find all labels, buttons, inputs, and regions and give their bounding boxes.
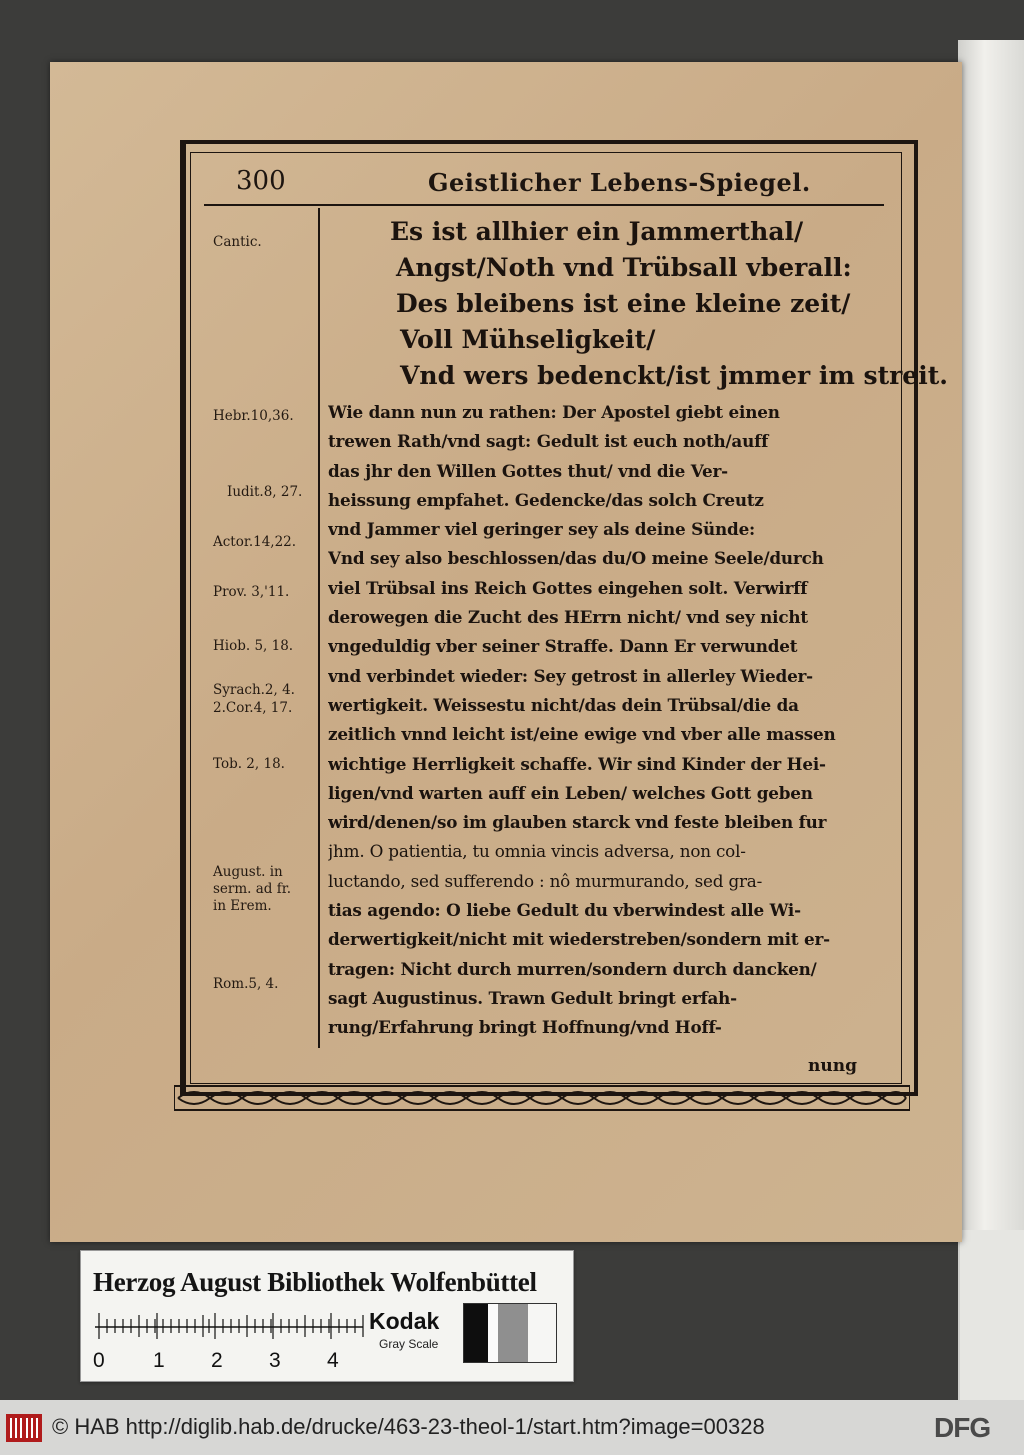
running-title: Geistlicher Lebens-Spiegel. — [428, 168, 811, 197]
library-name: Herzog August Bibliothek Wolfenbüttel — [93, 1267, 537, 1297]
kodak-logo: Kodak — [369, 1308, 440, 1334]
gray-scale-patches — [463, 1303, 557, 1363]
running-header — [204, 164, 884, 206]
dfg-logo: DFG — [934, 1412, 991, 1443]
body-text — [328, 398, 884, 1043]
verse-line: Es ist allhier ein Jammerthal/ — [390, 217, 804, 246]
margin-note: Syrach.2, 4. — [213, 682, 295, 698]
margin-note: Actor.14,22. — [213, 534, 297, 550]
text-line: derwertigkeit/nicht mit wiederstreben/sondern mit er- — [328, 929, 830, 950]
margin-note: Prov. 3,'11. — [213, 584, 290, 600]
text-line: wertigkeit. Weissestu nicht/das dein Trübsal/die da — [328, 694, 799, 715]
gray-patch — [464, 1304, 488, 1362]
next-page-edge — [958, 40, 1024, 1400]
footer-bar — [0, 1400, 1024, 1455]
margin-note: August. in — [213, 864, 283, 880]
text-line: Vnd sey also beschlossen/das du/O meine Seele/durch — [328, 548, 824, 569]
text-line: das jhr den Willen Gottes thut/ vnd die Ver- — [328, 460, 728, 481]
verse-line: Vnd wers bedenckt/ist jmmer im streit. — [400, 361, 948, 390]
verse-line: Voll Mühseligkeit/ — [400, 325, 656, 354]
gray-patch — [498, 1304, 528, 1362]
margin-notes — [205, 208, 315, 1048]
margin-note: in Erem. — [213, 898, 272, 914]
verse-block — [360, 214, 948, 394]
next-page-edge-lower — [960, 1230, 1024, 1400]
text-line: vnd verbindet wieder: Sey getrost in allerley Wieder- — [328, 665, 813, 686]
text-line: ligen/vnd warten auff ein Leben/ welches Gott geben — [328, 782, 813, 803]
ornamental-border-icon — [174, 1084, 910, 1112]
ruler-number: 2 — [211, 1349, 223, 1372]
text-line: tias agendo: O liebe Gedult du vberwindest alle Wi- — [328, 900, 801, 921]
text-line: viel Trübsal ins Reich Gottes eingehen solt. Verwirff — [328, 577, 808, 598]
ruler-number: 4 — [327, 1349, 339, 1372]
hab-logo-icon — [6, 1414, 42, 1442]
text-line: heissung empfahet. Gedencke/das solch Creutz — [328, 489, 764, 510]
margin-note: 2.Cor.4, 17. — [213, 700, 293, 716]
text-line: vngeduldig vber seiner Straffe. Dann Er verwundet — [328, 636, 798, 657]
margin-note: Rom.5, 4. — [213, 976, 279, 992]
text-line: tragen: Nicht durch murren/sondern durch dancken/ — [328, 958, 817, 979]
copyright-url: © HAB http://diglib.hab.de/drucke/463-23-theol-1/start.htm?image=00328 — [52, 1414, 765, 1439]
margin-note: serm. ad fr. — [213, 881, 291, 897]
text-line: rung/Erfahrung bringt Hoffnung/vnd Hoff- — [328, 1017, 722, 1038]
gray-patch — [528, 1304, 556, 1362]
catchword: nung — [808, 1056, 857, 1076]
verse-line: Des bleibens ist eine kleine zeit/ — [396, 289, 851, 318]
gray-patch — [488, 1304, 498, 1362]
text-line: derowegen die Zucht des HErrn nicht/ vnd sey nicht — [328, 607, 808, 628]
page-number: 300 — [236, 166, 286, 196]
text-line: wichtige Herrligkeit schaffe. Wir sind Kinder der Hei- — [328, 753, 826, 774]
text-line: luctando, sed sufferendo : nô murmurando, sed gra- — [328, 870, 763, 891]
margin-rule — [318, 208, 320, 1048]
text-line: sagt Augustinus. Trawn Gedult bringt erfah- — [328, 987, 737, 1008]
ruler-number: 1 — [153, 1349, 165, 1372]
margin-note: Tob. 2, 18. — [213, 756, 285, 772]
ruler-number: 0 — [93, 1349, 105, 1372]
ruler-number: 3 — [269, 1349, 281, 1372]
margin-note: Hiob. 5, 18. — [213, 638, 294, 654]
archive-label-card — [80, 1250, 574, 1382]
margin-note: Hebr.10,36. — [213, 408, 294, 424]
margin-note: Iudit.8, 27. — [227, 484, 303, 500]
text-line: Wie dann nun zu rathen: Der Apostel giebt einen — [328, 402, 780, 422]
text-line: jhm. O patientia, tu omnia vincis adversa, non col- — [328, 841, 746, 862]
text-line: wird/denen/so im glauben starck vnd feste bleiben fur — [328, 812, 827, 833]
margin-note: Cantic. — [213, 234, 262, 250]
gray-scale-label: Gray Scale — [379, 1337, 439, 1351]
verse-line: Angst/Noth vnd Trübsall vberall: — [396, 253, 852, 282]
text-line: vnd Jammer viel geringer sey als deine Sünde: — [328, 519, 756, 540]
text-line: trewen Rath/vnd sagt: Gedult ist euch noth/auff — [328, 431, 769, 452]
text-line: zeitlich vnnd leicht ist/eine ewige vnd vber alle massen — [328, 724, 836, 745]
